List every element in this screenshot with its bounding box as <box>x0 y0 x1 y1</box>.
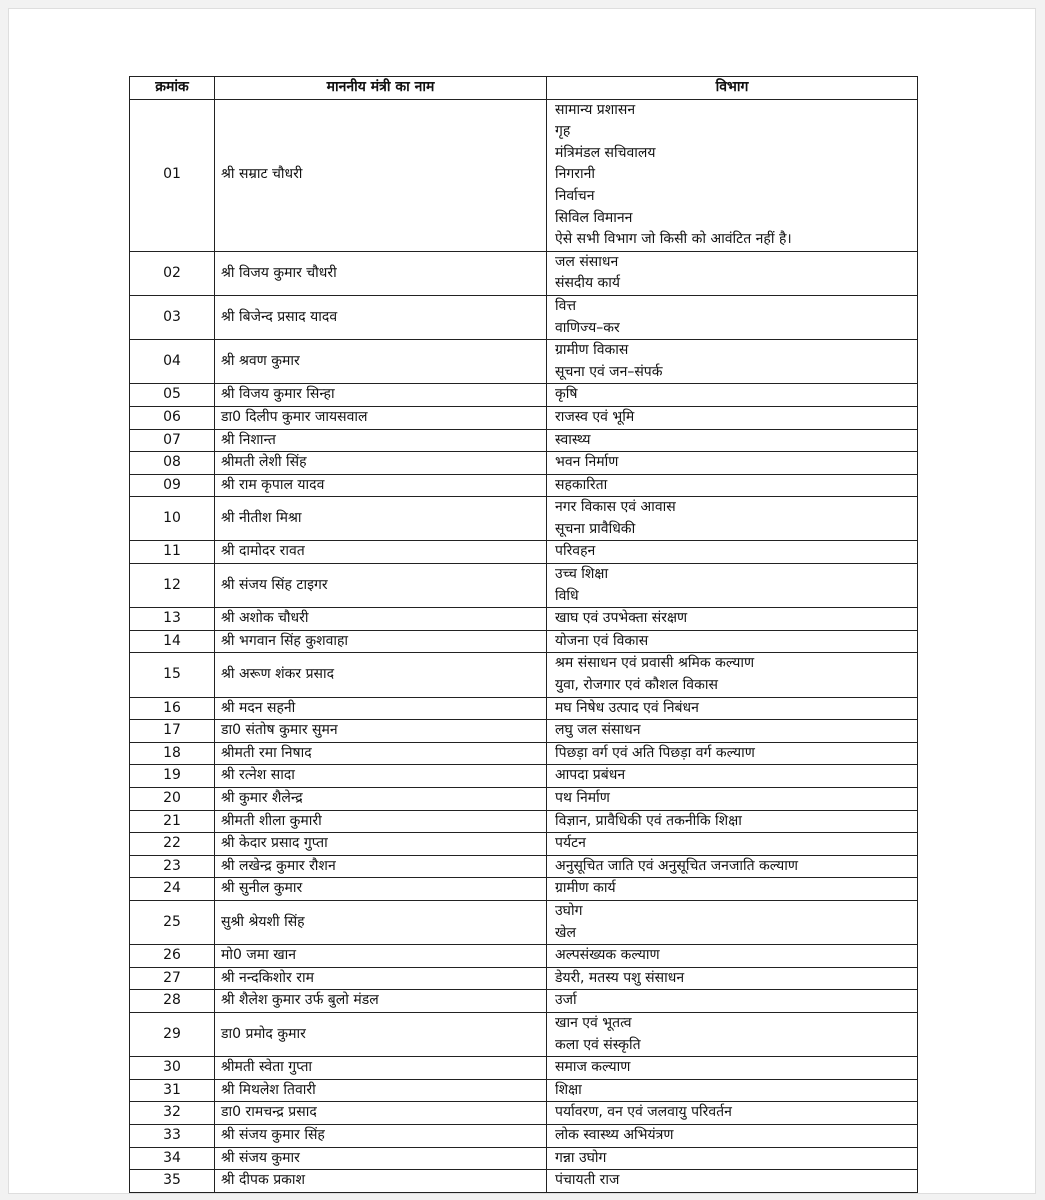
minister-name-cell: श्री संजय सिंह टाइगर <box>215 564 547 608</box>
department-cell <box>547 833 918 856</box>
minister-name-cell: श्री निशान्त <box>215 429 547 452</box>
department-line: ग्रामीण विकास <box>555 342 629 359</box>
department-cell <box>547 474 918 497</box>
serial-number-cell: 30 <box>130 1057 215 1080</box>
table-row <box>130 99 918 251</box>
table-row <box>130 1124 918 1147</box>
department-line: जल संसाधन <box>555 253 619 270</box>
serial-number-cell: 05 <box>130 384 215 407</box>
table-row <box>130 720 918 743</box>
minister-name-cell: श्री केदार प्रसाद गुप्ता <box>215 833 547 856</box>
minister-name-cell: श्री राम कृपाल यादव <box>215 474 547 497</box>
serial-number-cell: 23 <box>130 855 215 878</box>
department-line: श्रम संसाधन एवं प्रवासी श्रमिक कल्याण <box>555 655 755 672</box>
minister-name-cell: श्री लखेन्द्र कुमार रौशन <box>215 855 547 878</box>
serial-number-cell: 10 <box>130 497 215 541</box>
department-line: निगरानी <box>555 166 596 183</box>
serial-number-cell: 24 <box>130 878 215 901</box>
department-cell <box>547 990 918 1013</box>
minister-name-cell: सुश्री श्रेयशी सिंह <box>215 900 547 944</box>
serial-number-cell: 28 <box>130 990 215 1013</box>
minister-name-cell: डा0 संतोष कुमार सुमन <box>215 720 547 743</box>
minister-name-cell: श्री बिजेन्द प्रसाद यादव <box>215 295 547 339</box>
minister-name-cell: श्री अरूण शंकर प्रसाद <box>215 653 547 697</box>
department-line: मघ निषेध उत्पाद एवं निबंधन <box>555 699 699 716</box>
serial-number-cell: 07 <box>130 429 215 452</box>
department-line: परिवहन <box>555 543 596 560</box>
department-line: निर्वाचन <box>555 187 595 204</box>
department-line: सिविल विमानन <box>555 209 633 226</box>
department-cell <box>547 1102 918 1125</box>
department-cell <box>547 1057 918 1080</box>
table-row <box>130 855 918 878</box>
department-line: युवा, रोजगार एवं कौशल विकास <box>555 677 718 694</box>
department-line: कृषि <box>555 386 578 403</box>
table-row <box>130 541 918 564</box>
minister-name-cell: श्री कुमार शैलेन्द्र <box>215 788 547 811</box>
minister-name-cell: श्री विजय कुमार सिन्हा <box>215 384 547 407</box>
department-cell <box>547 452 918 475</box>
department-cell <box>547 1124 918 1147</box>
serial-number-cell: 03 <box>130 295 215 339</box>
department-line: पर्यटन <box>555 835 586 852</box>
serial-number-cell: 16 <box>130 697 215 720</box>
department-line: उघोग <box>555 902 583 919</box>
serial-number-cell: 08 <box>130 452 215 475</box>
department-cell <box>547 1079 918 1102</box>
table-row <box>130 429 918 452</box>
header-minister-name: माननीय मंत्री का नाम <box>215 77 547 100</box>
minister-name-cell: डा0 दिलीप कुमार जायसवाल <box>215 406 547 429</box>
minister-name-cell: श्रीमती लेशी सिंह <box>215 452 547 475</box>
table-row <box>130 474 918 497</box>
table-row <box>130 251 918 295</box>
table-row <box>130 1057 918 1080</box>
department-line: ग्रामीण कार्य <box>555 880 616 897</box>
table-row <box>130 384 918 407</box>
department-line: वित्त <box>555 297 577 314</box>
minister-name-cell: श्री दामोदर रावत <box>215 541 547 564</box>
department-cell <box>547 608 918 631</box>
table-row <box>130 697 918 720</box>
table-row <box>130 406 918 429</box>
department-cell <box>547 788 918 811</box>
minister-name-cell: श्री संजय कुमार सिंह <box>215 1124 547 1147</box>
serial-number-cell: 02 <box>130 251 215 295</box>
minister-name-cell: श्री सुनील कुमार <box>215 878 547 901</box>
serial-number-cell: 01 <box>130 99 215 251</box>
department-line: पिछड़ा वर्ग एवं अति पिछड़ा वर्ग कल्याण <box>555 744 755 761</box>
department-cell <box>547 967 918 990</box>
department-line: कला एवं संस्कृति <box>555 1036 641 1053</box>
minister-name-cell: श्री श्रवण कुमार <box>215 340 547 384</box>
department-line: भवन निर्माण <box>555 454 619 471</box>
minister-name-cell: श्री नीतीश मिश्रा <box>215 497 547 541</box>
serial-number-cell: 27 <box>130 967 215 990</box>
minister-name-cell: श्रीमती स्वेता गुप्ता <box>215 1057 547 1080</box>
minister-name-cell: डा0 रामचन्द्र प्रसाद <box>215 1102 547 1125</box>
table-header-row <box>130 77 918 100</box>
table-row <box>130 653 918 697</box>
header-department: विभाग <box>547 77 918 100</box>
serial-number-cell: 33 <box>130 1124 215 1147</box>
minister-name-cell: श्रीमती शीला कुमारी <box>215 810 547 833</box>
department-cell <box>547 1147 918 1170</box>
serial-number-cell: 21 <box>130 810 215 833</box>
minister-name-cell: श्री संजय कुमार <box>215 1147 547 1170</box>
department-line: पंचायती राज <box>555 1172 620 1189</box>
table-row <box>130 1012 918 1056</box>
department-cell <box>547 295 918 339</box>
header-serial: क्रमांक <box>130 77 215 100</box>
department-cell <box>547 251 918 295</box>
serial-number-cell: 29 <box>130 1012 215 1056</box>
minister-name-cell: श्री नन्दकिशोर राम <box>215 967 547 990</box>
serial-number-cell: 12 <box>130 564 215 608</box>
department-cell <box>547 653 918 697</box>
minister-name-cell: श्री दीपक प्रकाश <box>215 1170 547 1193</box>
serial-number-cell: 19 <box>130 765 215 788</box>
department-cell <box>547 564 918 608</box>
table-row <box>130 1147 918 1170</box>
department-line: गन्ना उघोग <box>555 1149 607 1166</box>
department-line: पथ निर्माण <box>555 790 610 806</box>
department-cell <box>547 340 918 384</box>
department-cell <box>547 765 918 788</box>
minister-name-cell: श्री भगवान सिंह कुशवाहा <box>215 630 547 653</box>
table-row <box>130 765 918 788</box>
department-line: सामान्य प्रशासन <box>555 101 636 118</box>
department-cell <box>547 630 918 653</box>
department-cell <box>547 810 918 833</box>
department-line: लघु जल संसाधन <box>555 722 641 739</box>
table-row <box>130 945 918 968</box>
ministers-department-table <box>129 76 918 1193</box>
department-cell <box>547 878 918 901</box>
table-row <box>130 1170 918 1193</box>
serial-number-cell: 11 <box>130 541 215 564</box>
table-row <box>130 810 918 833</box>
table-row <box>130 340 918 384</box>
department-line: स्वास्थ्य <box>555 431 591 448</box>
department-cell <box>547 742 918 765</box>
department-cell <box>547 855 918 878</box>
serial-number-cell: 32 <box>130 1102 215 1125</box>
department-cell <box>547 541 918 564</box>
department-cell <box>547 99 918 251</box>
department-line: पर्यावरण, वन एवं जलवायु परिवर्तन <box>555 1104 732 1121</box>
minister-name-cell: श्री मदन सहनी <box>215 697 547 720</box>
department-line: उच्च शिक्षा <box>555 566 609 583</box>
document-page <box>8 8 1036 1194</box>
department-line: वाणिज्य–कर <box>555 319 620 336</box>
department-cell <box>547 697 918 720</box>
minister-name-cell: मो0 जमा खान <box>215 945 547 968</box>
table-body <box>130 99 918 1192</box>
minister-name-cell: श्री रत्नेश सादा <box>215 765 547 788</box>
department-line: विज्ञान, प्रावैधिकी एवं तकनीकि शिक्षा <box>555 812 742 829</box>
table-row <box>130 608 918 631</box>
table-row <box>130 967 918 990</box>
department-line: सहकारिता <box>555 476 608 493</box>
department-line: शिक्षा <box>555 1081 582 1098</box>
table-row <box>130 295 918 339</box>
department-cell <box>547 1012 918 1056</box>
department-line: ऐसे सभी विभाग जो किसी को आवंटित नहीं है। <box>555 231 792 248</box>
department-line: नगर विकास एवं आवास <box>555 499 676 516</box>
department-line: खाघ एवं उपभेक्ता संरक्षण <box>555 610 688 627</box>
serial-number-cell: 31 <box>130 1079 215 1102</box>
department-line: समाज कल्याण <box>555 1059 631 1076</box>
table-row <box>130 1102 918 1125</box>
serial-number-cell: 06 <box>130 406 215 429</box>
table-row <box>130 900 918 944</box>
serial-number-cell: 04 <box>130 340 215 384</box>
department-cell <box>547 406 918 429</box>
table-row <box>130 788 918 811</box>
department-cell <box>547 1170 918 1193</box>
department-line: डेयरी, मतस्य पशु संसाधन <box>555 969 685 986</box>
department-line: गृह <box>555 123 571 140</box>
serial-number-cell: 13 <box>130 608 215 631</box>
table-row <box>130 742 918 765</box>
table-row <box>130 833 918 856</box>
table-row <box>130 878 918 901</box>
minister-name-cell: श्री सम्राट चौधरी <box>215 99 547 251</box>
serial-number-cell: 15 <box>130 653 215 697</box>
department-line: खान एवं भूतत्व <box>555 1014 632 1031</box>
minister-name-cell: श्री अशोक चौधरी <box>215 608 547 631</box>
serial-number-cell: 22 <box>130 833 215 856</box>
department-cell <box>547 945 918 968</box>
department-cell <box>547 384 918 407</box>
department-line: विधि <box>555 587 579 604</box>
minister-name-cell: डा0 प्रमोद कुमार <box>215 1012 547 1056</box>
department-line: अल्पसंख्यक कल्याण <box>555 947 660 964</box>
serial-number-cell: 09 <box>130 474 215 497</box>
table-row <box>130 990 918 1013</box>
serial-number-cell: 18 <box>130 742 215 765</box>
minister-name-cell: श्री मिथलेश तिवारी <box>215 1079 547 1102</box>
serial-number-cell: 17 <box>130 720 215 743</box>
serial-number-cell: 35 <box>130 1170 215 1193</box>
table-row <box>130 1079 918 1102</box>
department-line: योजना एवं विकास <box>555 632 649 649</box>
minister-name-cell: श्री शैलेश कुमार उर्फ बुलो मंडल <box>215 990 547 1013</box>
table-row <box>130 452 918 475</box>
department-line: लोक स्वास्थ्य अभियंत्रण <box>555 1126 674 1143</box>
table-row <box>130 630 918 653</box>
department-line: सूचना एवं जन–संपर्क <box>555 363 663 380</box>
department-cell <box>547 720 918 743</box>
department-line: मंत्रिमंडल सचिवालय <box>555 144 656 161</box>
department-line: खेल <box>555 924 576 941</box>
department-line: राजस्व एवं भूमि <box>555 408 635 425</box>
department-line: सूचना प्रावैधिकी <box>555 520 636 537</box>
department-cell <box>547 900 918 944</box>
serial-number-cell: 25 <box>130 900 215 944</box>
department-line: उर्जा <box>555 992 577 1009</box>
minister-name-cell: श्री विजय कुमार चौधरी <box>215 251 547 295</box>
serial-number-cell: 34 <box>130 1147 215 1170</box>
table-row <box>130 564 918 608</box>
table-row <box>130 497 918 541</box>
department-line: संसदीय कार्य <box>555 275 621 292</box>
department-cell <box>547 497 918 541</box>
serial-number-cell: 14 <box>130 630 215 653</box>
department-cell <box>547 429 918 452</box>
department-line: आपदा प्रबंधन <box>555 767 626 784</box>
minister-name-cell: श्रीमती रमा निषाद <box>215 742 547 765</box>
serial-number-cell: 26 <box>130 945 215 968</box>
serial-number-cell: 20 <box>130 788 215 811</box>
department-line: अनुसूचित जाति एवं अनुसूचित जनजाति कल्याण <box>555 857 799 874</box>
